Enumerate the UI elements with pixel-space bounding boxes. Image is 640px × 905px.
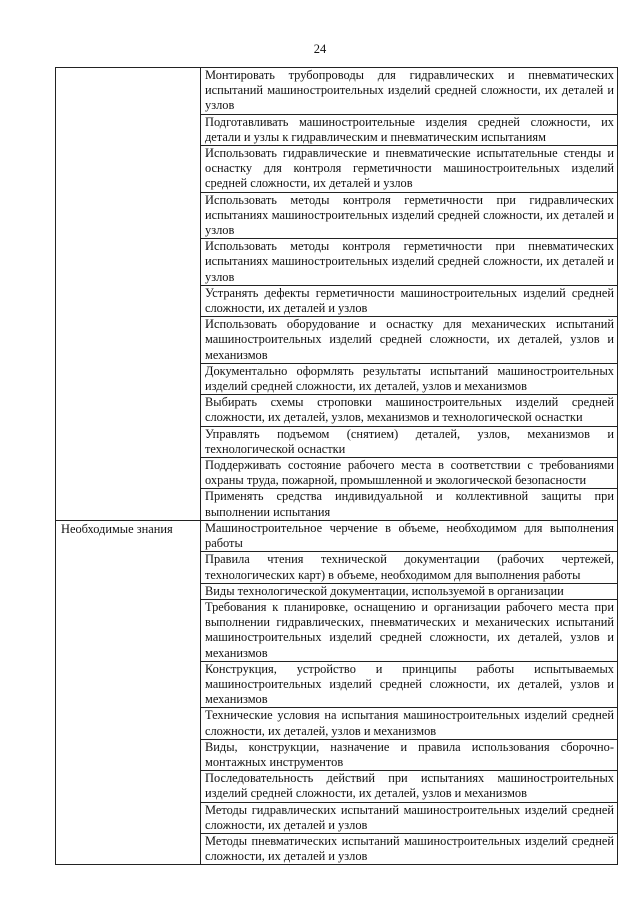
table-row: [56, 520, 618, 551]
requirement-item: Методы гидравлических испытаний машиностроительных изделий средней сложности, их деталей и узлов: [201, 802, 618, 833]
requirement-item: Использовать оборудование и оснастку для механических испытаний машиностроительных изделий средней сложности, их деталей, узлов и механизмов: [201, 317, 618, 364]
requirement-item: Поддерживать состояние рабочего места в соответствии с требованиями охраны труда, пожарной, промышленной и экологической безопасности: [201, 458, 618, 489]
requirement-item: Требования к планировке, оснащению и организации рабочего места при выполнении гидравлических, пневматических и механических испытаний машиностроительных изделий средней сложности, их деталей, узлов и механизмов: [201, 599, 618, 661]
requirement-item: Применять средства индивидуальной и коллективной защиты при выполнении испытания: [201, 489, 618, 520]
requirement-item: Машиностроительное черчение в объеме, необходимом для выполнения работы: [201, 520, 618, 551]
requirement-item: Подготавливать машиностроительные изделия средней сложности, их детали и узлы к гидравлическим и пневматическим испытаниям: [201, 114, 618, 145]
requirement-item: Управлять подъемом (снятием) деталей, узлов, механизмов и технологической оснастки: [201, 426, 618, 457]
requirement-item: Использовать методы контроля герметичности при гидравлических испытаниях машиностроительных изделий средней сложности, их деталей и узлов: [201, 192, 618, 239]
requirement-item: Использовать гидравлические и пневматические испытательные стенды и оснастку для контроля герметичности машиностроительных изделий средней сложности, их деталей и узлов: [201, 146, 618, 193]
requirement-item: Устранять дефекты герметичности машиностроительных изделий средней сложности, их деталей и узлов: [201, 285, 618, 316]
requirement-item: Виды технологической документации, используемой в организации: [201, 583, 618, 599]
requirement-item: Документально оформлять результаты испытаний машиностроительных изделий средней сложности, их деталей, узлов и механизмов: [201, 363, 618, 394]
row-label-cell: Необходимые знания: [56, 520, 201, 864]
table-row: [56, 68, 618, 115]
requirement-item: Использовать методы контроля герметичности при пневматических испытаниях машиностроительных изделий средней сложности, их деталей и узлов: [201, 239, 618, 286]
requirement-item: Виды, конструкции, назначение и правила использования сборочно-монтажных инструментов: [201, 739, 618, 770]
requirements-table: [55, 67, 618, 865]
requirement-item: Методы пневматических испытаний машиностроительных изделий средней сложности, их деталей и узлов: [201, 833, 618, 864]
requirement-item: Правила чтения технической документации (рабочих чертежей, технологических карт) в объеме, необходимом для выполнения работы: [201, 552, 618, 583]
requirement-item: Выбирать схемы строповки машиностроительных изделий средней сложности, их деталей, узлов, механизмов и технологической оснастки: [201, 395, 618, 426]
requirement-item: Технические условия на испытания машиностроительных изделий средней сложности, их деталей, узлов и механизмов: [201, 708, 618, 739]
requirement-item: Последовательность действий при испытаниях машиностроительных изделий средней сложности, их деталей, узлов и механизмов: [201, 771, 618, 802]
requirement-item: Монтировать трубопроводы для гидравлических и пневматических испытаний машиностроительных изделий средней сложности, их деталей и узлов: [201, 68, 618, 115]
requirement-item: Конструкция, устройство и принципы работы испытываемых машиностроительных изделий средней сложности, их деталей, узлов и механизмов: [201, 661, 618, 708]
page-number: 24: [313, 42, 327, 56]
row-label-cell: [56, 68, 201, 521]
